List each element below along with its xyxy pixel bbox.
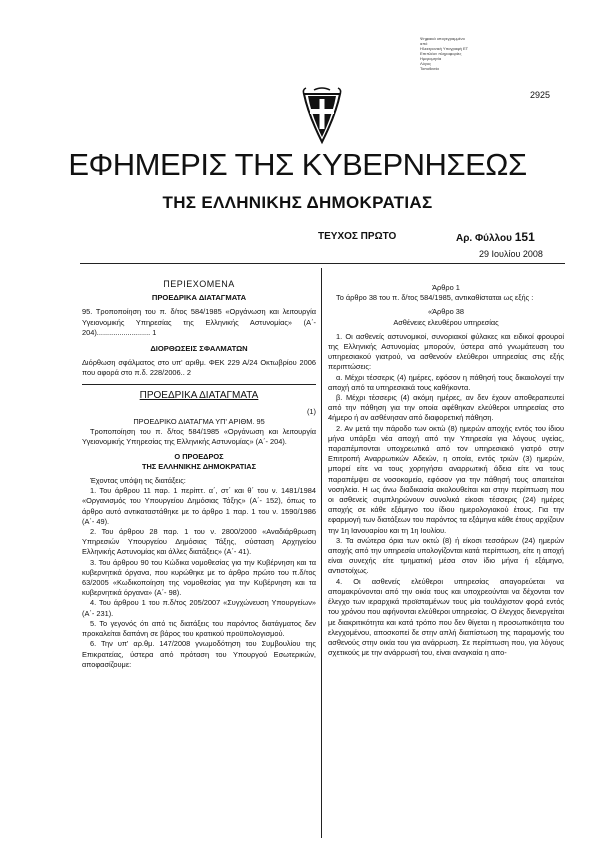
toc-item-text: 95. Τροποποίηση του π. δ/τος 584/1985 «Οργάνωση και λειτουργία Υγειονομικής Υπηρεσίας της Ελληνικής Αστυνομίας» (Α΄- 204).......................... — [82, 307, 316, 337]
stamp-line: Ημερομηνία — [420, 56, 442, 61]
president-heading: Ο ΠΡΟΕΔΡΟΣ — [174, 451, 224, 461]
issue-date: 29 Ιουλίου 2008 — [479, 249, 543, 259]
paragraph: 1. Οι ασθενείς αστυνομικοί, συνοριακοί φύλακες και ειδικοί φρουροί της Ελληνικής Αστυνομίας μπορούν, ύστερα από γνωμάτευση του υπηρεσιακού γιατρού, να ασθενούν ελεύθεροι υπηρεσίας στις εξής περιπτώσεις: — [328, 331, 564, 372]
gazette-subtitle: ΤΗΣ ΕΛΛΗΝΙΚΗΣ ΔΗΜΟΚΡΑΤΙΑΣ — [162, 193, 433, 212]
issue-label: ΤΕΥΧΟΣ ΠΡΩΤΟ — [318, 231, 397, 242]
right-column — [328, 271, 564, 658]
toc-item — [82, 358, 316, 378]
paragraph: 5. Το γεγονός ότι από τις διατάξεις του παρόντος διατάγματος δεν προκαλείται δαπάνη σε βάρος του κρατικού προϋπολογισμού. — [82, 618, 316, 639]
paragraph: 4. Οι ασθενείς ελεύθεροι υπηρεσίας απαγορεύεται να απομακρύνονται από την οικία τους και υποχρεούνται να δέχονται τον έλεγχο των ιεραρχικά προϊσταμένων τους μία τουλάχιστον φορά εντός του χρόνου που αφήνονται ελεύθεροι υπηρεσίας. Ο έλεγχος διενεργείται με διακριτικότητα και κατά τρόπο που δεν θίγεται η προσωπικότητα του ελεγχομένου, αποσκοπεί δε στην απλή διαπίστωση της παραμονής του ασθενούς στην οικία του για ανάρρωση. Σε περίπτωση που, για λόγους σχετικούς με την ανάρρωσή του, είναι αναγκαία η απο- — [328, 576, 564, 658]
reference-number: (1) — [306, 406, 316, 416]
sheet-label: Αρ. Φύλλου — [456, 233, 512, 244]
toc-item-page: 2 — [186, 368, 191, 378]
toc-item — [82, 307, 316, 338]
column-divider — [321, 268, 322, 838]
stamp-line: Επιπλέον πληροφορίες — [420, 51, 462, 56]
paragraph: 3. Τα ανώτερα όρια των οκτώ (8) ή είκοσι τεσσάρων (24) ημερών αποχής από την υπηρεσία υπολογίζονται κατά περίπτωση, είτε η αποχή είναι συνεχής είτε τμηματική μέσα στον ίδιο μήνα ή εξάμηνο, αντιστοίχως. — [328, 535, 564, 576]
paragraph: Έχοντας υπόψη τις διατάξεις: — [90, 476, 186, 486]
toc-section-corrections: ΔΙΟΡΘΩΣΕΙΣ ΣΦΑΛΜΑΤΩΝ — [150, 344, 248, 354]
toc-item-page: 1 — [152, 327, 157, 337]
paragraph: 2. Αν μετά την πάροδο των οκτώ (8) ημερών αποχής εντός του ίδιου μήνα υπάρξει νέα αποχή από την Υπηρεσία για λόγους υγείας, παραπέμπονται υποχρεωτικά από τον υπηρεσιακό γιατρό στην Επιτροπή Αναρρωτικών Αδειών, η οποία, εντός τριών (3) ημερών, μπορεί είτε να τους χορηγήσει αναρρωτική άδεια είτε να τους παραπέμψει σε νοσοκομείο, εφόσον για την πάθησή τους απαιτείται νοσηλεία. Η ως άνω διαδικασία ακολουθείται και στην περίπτωση που οι ασθενείς συμπληρώνουν συνολικά είκοσι τέσσερις (24) ημέρες αποχής σε κάθε εξάμηνο του ίδιου ημερολογιακού έτους. Για την εφαρμογή των διατάξεων του παρόντος τα εξάμηνα κάθε έτους αρχίζουν την 1η Ιανουαρίου και τη 1η Ιουλίου. — [328, 423, 564, 535]
sheet-value: 151 — [514, 230, 535, 244]
header-divider — [80, 263, 565, 264]
stamp-line: Ψηφιακά υπογεγραμμένο — [420, 36, 465, 41]
paragraph: 6. Την υπ' αρ.θμ. 147/2008 γνωμοδότηση του Συμβουλίου της Επικρατείας, ύστερα από πρόταση του Υπουργού Εσωτερικών, αποφασίζουμε: — [82, 639, 316, 669]
article-heading: Άρθρο 1 — [432, 283, 460, 292]
stamp-line: Ηλεκτρονική Υπογραφή ΕΤ — [420, 46, 469, 51]
president-heading: ΤΗΣ ΕΛΛΗΝΙΚΗΣ ΔΗΜΟΚΡΑΤΙΑΣ — [141, 461, 257, 471]
left-column — [82, 271, 316, 670]
article-title: Ασθένειες ελευθέρου υπηρεσίας — [393, 317, 499, 327]
paragraph: 2. Του άρθρου 28 παρ. 1 του ν. 2800/2000 «Αναδιάρθρωση Υπηρεσιών Υπουργείου Δημόσιας Τάξης, σύσταση Αρχηγείου Ελληνικής Αστυνομίας και άλλες διατάξεις» (Α΄- 41). — [82, 527, 316, 557]
stamp-line: Τοποθεσία — [420, 66, 439, 71]
paragraph: 1. Του άρθρου 11 παρ. 1 περίπτ. α΄, στ΄ και θ΄ του ν. 1481/1984 «Οργανισμός του Υπουργείου Δημόσιας Τάξης» (Α΄- 152), όπως το άρθρο αυτό αντικαταστάθηκε με το άρθρο 1 παρ. 1 του ν. 1590/1986 (Α΄- 49). — [82, 486, 316, 526]
toc-item-text: Διόρθωση σφάλματος στο υπ' αριθμ. ΦΕΚ 229 Α/24 Οκτωβρίου 2006 που αφορά στο π.δ. 228/2006.. — [82, 358, 316, 378]
article-heading: «Άρθρο 38 — [428, 307, 464, 317]
paragraph: 3. Του άρθρου 90 του Κώδικα νομοθεσίας για την Κυβέρνηση και τα κυβερνητικά όργανα, που κυρώθηκε με το άρθρο πρώτο του π.δ/τος 63/2005 «Κωδικοποίηση της νομοθεσίας για την Κυβέρνηση και τα κυβερνητικά όργανα» (Α΄- 98). — [82, 557, 316, 598]
section-heading: ΠΡΟΕΔΡΙΚΑ ΔΙΑΤΑΓΜΑΤΑ — [139, 389, 259, 401]
decree-number: ΠΡΟΕΔΡΙΚΟ ΔΙΑΤΑΓΜΑ ΥΠ' ΑΡΙΘΜ. 95 — [133, 417, 265, 427]
paragraph: 4. Του άρθρου 1 του π.δ/τος 205/2007 «Συγχώνευση Υπουργείων» (Α΄- 231). — [82, 598, 316, 618]
coat-of-arms-icon — [300, 84, 344, 146]
toc-heading: ΠΕΡΙΕΧΟΜΕΝΑ — [163, 279, 235, 289]
sheet-number — [456, 230, 535, 244]
gazette-title: ΕΦΗΜΕΡΙΣ ΤΗΣ ΚΥΒΕΡΝΗΣΕΩΣ — [68, 147, 527, 182]
section-divider — [82, 384, 316, 385]
paragraph: Το άρθρο 38 του π. δ/τος 584/1985, αντικαθίσταται ως εξής : — [336, 293, 534, 303]
page-number: 2925 — [530, 90, 551, 100]
stamp-line: από — [420, 41, 428, 46]
decree-title: Τροποποίηση του π. δ/τος 584/1985 «Οργάνωση και λειτουργία Υγειονομικής Υπηρεσίας της Ελληνικής Αστυνομίας» (Α΄- 204). — [82, 427, 316, 447]
paragraph: β. Μέχρι τέσσερις (4) ακόμη ημέρες, αν δεν έχουν αποθεραπευτεί από την πάθηση για την οποία αφέθηκαν ελεύθεροι υπηρεσίας στο 4ήμερο ή αν ασθένησαν από διαφορετική πάθηση. — [328, 393, 564, 423]
digital-signature-stamp — [420, 36, 510, 71]
stamp-line: Λόγος — [420, 61, 432, 66]
toc-section-decrees: ΠΡΟΕΔΡΙΚΑ ΔΙΑΤΑΓΜΑΤΑ — [151, 293, 247, 303]
paragraph: α. Μέχρι τέσσερις (4) ημέρες, εφόσον η πάθησή τους δικαιολογεί την αποχή από τα υπηρεσιακά τους καθήκοντα. — [328, 372, 564, 392]
